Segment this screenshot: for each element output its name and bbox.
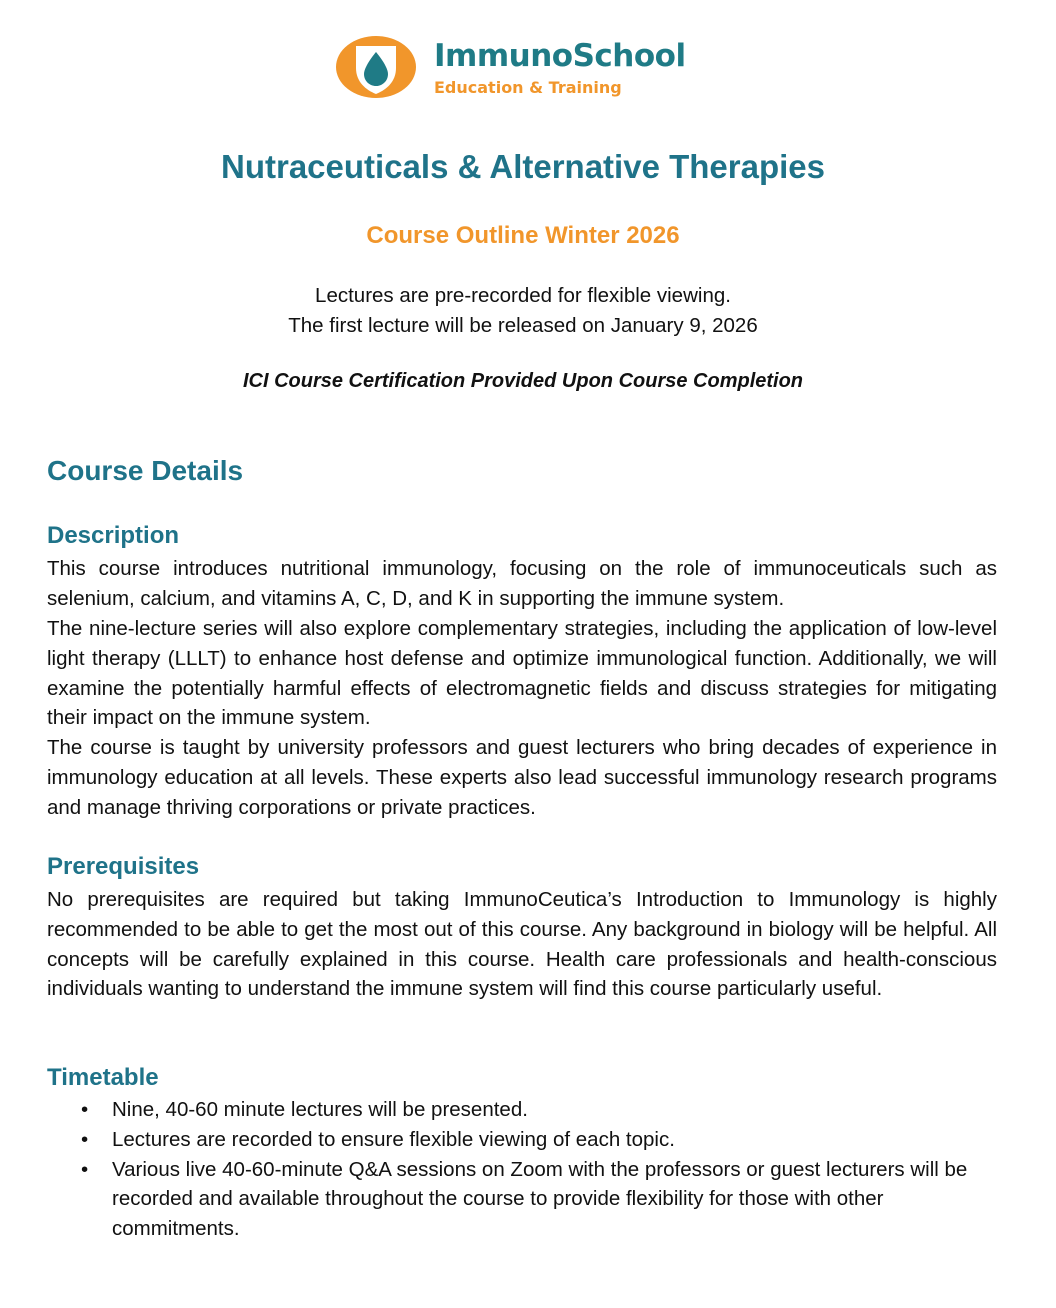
course-outline-subtitle: Course Outline Winter 2026 (366, 222, 680, 249)
list-item (47, 1155, 997, 1244)
list-item (47, 1125, 997, 1155)
timetable-item-text: Lectures are recorded to ensure flexible viewing of each topic. (112, 1127, 675, 1151)
page-title: Nutraceuticals & Alternative Therapies (221, 148, 825, 185)
description-paragraph: This course introduces nutritional immunology, focusing on the role of immunoceuticals such as selenium, calcium, and vitamins A, C, D, and K in supporting the immune system. (47, 557, 997, 610)
timetable-item-text: Nine, 40-60 minute lectures will be presented. (112, 1098, 528, 1121)
intro-line-2: The first lecture will be released on January 9, 2026 (288, 314, 758, 337)
prerequisites-paragraph: No prerequisites are required but taking ImmunoCeutica’s Introduction to Immunology is highly recommended to be able to get the most out of this course. Any background in biology will be helpful. All concepts will be carefully explained in this course. Health care professionals and health-conscious individuals wanting to understand the immune system will find this course particularly useful. (47, 888, 997, 1001)
logo-tagline: Education & Training (434, 78, 622, 97)
shield-drop-icon (334, 34, 418, 100)
timetable-item-text: Various live 40-60-minute Q&A sessions on Zoom with the professors or guest lecturers will be recorded and available throughout the course to provide flexibility for those with other commitments. (112, 1157, 968, 1241)
timetable-list (47, 1095, 997, 1244)
description-paragraph: The nine-lecture series will also explore complementary strategies, including the application of low-level light therapy (LLLT) to enhance host defense and optimize immunological function. Additionally, we will examine the potentially harmful effects of electromagnetic fields and discuss strategies for mitigating their impact on the immune system. (47, 617, 997, 730)
description-heading: Description (47, 522, 180, 549)
list-item (47, 1095, 997, 1125)
bullet-icon: • (81, 1157, 89, 1181)
immunoschool-logo (334, 34, 734, 104)
logo-name: ImmunoSchool (434, 38, 686, 74)
course-details-heading: Course Details (47, 455, 244, 486)
bullet-icon: • (81, 1098, 89, 1121)
certification-note: ICI Course Certification Provided Upon Course Completion (242, 370, 804, 392)
bullet-icon: • (81, 1127, 89, 1151)
prerequisites-heading: Prerequisites (47, 853, 200, 880)
timetable-heading: Timetable (47, 1064, 159, 1091)
description-paragraph: The course is taught by university professors and guest lecturers who bring decades of experience in immunology education at all levels. These experts also lead successful immunology research programs and manage thriving corporations or private practices. (47, 736, 997, 819)
intro-line-1: Lectures are pre-recorded for flexible viewing. (315, 284, 731, 307)
